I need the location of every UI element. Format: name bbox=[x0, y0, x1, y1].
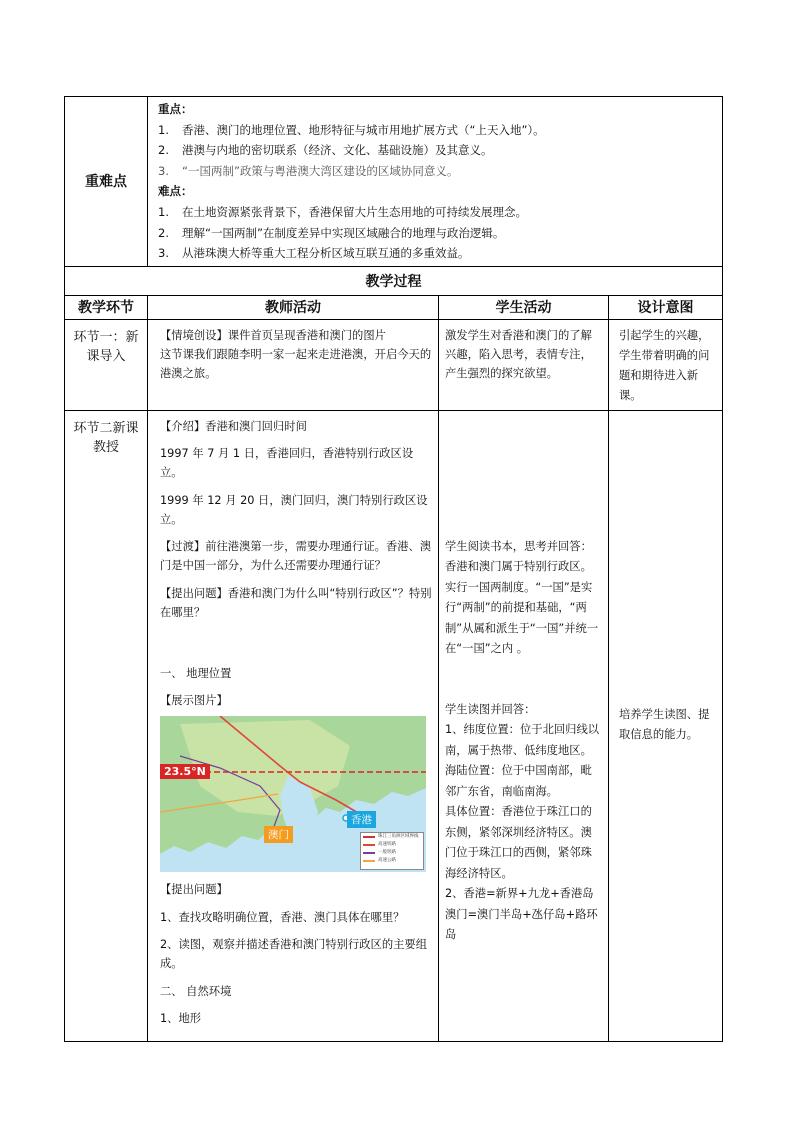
key-point-item: 3. “一国两制”政策与粤港澳大湾区建设的区域协同意义。 bbox=[158, 163, 459, 178]
teacher-text: 1997 年 7 月 1 日，香港回归，香港特别行政区设立。 bbox=[160, 447, 414, 480]
student-text: 学生读图并回答： bbox=[445, 702, 536, 716]
teacher-text: 【展示图片】 bbox=[160, 694, 228, 708]
teacher-text: 1999 年 12 月 20 日，澳门回归，澳门特别行政区设立。 bbox=[160, 493, 428, 526]
student-text: 香港和澳门属于特别行政区。 bbox=[445, 560, 592, 574]
student-text: 1、纬度位置：位于北回归线以南，属于热带、低纬度地区。 bbox=[445, 723, 600, 757]
teacher-text: 【介绍】香港和澳门回归时间 bbox=[160, 419, 307, 433]
column-header-intent: 设计意图 bbox=[609, 295, 723, 319]
teacher-text: 【过渡】前往港澳第一步，需要办理通行证。香港、澳门是中国一部分，为什么还需要办理通行证？ bbox=[160, 540, 432, 573]
key-point-item: 1. 香港、澳门的地理位置、地形特征与城市用地扩展方式（“上天入地”）。 bbox=[158, 122, 545, 137]
keypoints-label: 重难点 bbox=[65, 97, 148, 267]
keypoints-content bbox=[148, 97, 723, 267]
legend-swatch bbox=[363, 860, 375, 862]
teacher-text: 【情境创设】课件首页呈现香港和澳门的图片 bbox=[160, 328, 386, 342]
process-title: 教学过程 bbox=[65, 266, 723, 295]
stage-new-lesson: 环节二新课教授 bbox=[65, 410, 148, 1041]
student-activity-intro: 激发学生对香港和澳门的了解兴趣，陷入思考，表情专注，产生强烈的探究欲望。 bbox=[439, 319, 609, 410]
student-text: 具体位置：香港位于珠江口的东侧，紧邻深圳经济特区。澳门位于珠江口的西侧，紧邻珠海经济特区。 bbox=[445, 805, 592, 880]
student-activity-new-lesson bbox=[439, 410, 609, 1041]
column-header-stage: 教学环节 bbox=[65, 295, 148, 319]
difficult-point-item: 2. 理解“一国两制”在制度差异中实现区域融合的地理与政治逻辑。 bbox=[158, 225, 505, 240]
legend-item: 高速铁路 bbox=[363, 841, 423, 849]
difficult-points-heading: 难点： bbox=[158, 184, 193, 199]
tropic-label: 23.5°N bbox=[160, 764, 210, 779]
design-intent-new-lesson bbox=[609, 410, 723, 1041]
teacher-text: 2、读图，观察并描述香港和澳门特别行政区的主要组成。 bbox=[160, 938, 428, 971]
key-points-heading: 重点： bbox=[158, 102, 193, 116]
difficult-point-item: 3. 从港珠澳大桥等重大工程分析区域互联互通的多重效益。 bbox=[158, 246, 470, 261]
student-text: 2、香港=新界+九龙+香港岛 bbox=[445, 887, 594, 901]
student-text: 澳门=澳门半岛+氹仔岛+路环岛 bbox=[445, 907, 598, 942]
teacher-text: 【提出问题】香港和澳门为什么叫“特别行政区”？特别在哪里？ bbox=[160, 586, 432, 619]
legend-item: 珠江三角洲区域界线 bbox=[363, 833, 423, 841]
legend-item: 一般铁路 bbox=[363, 849, 423, 857]
key-point-item: 2. 港澳与内地的密切联系（经济、文化、基础设施）及其意义。 bbox=[158, 143, 493, 158]
column-header-student: 学生活动 bbox=[439, 295, 609, 319]
difficult-point-item: 1. 在土地资源紧张背景下，香港保留大片生态用地的可持续发展理念。 bbox=[158, 204, 527, 219]
section-heading: 二、 自然环境 bbox=[160, 984, 232, 998]
legend-swatch bbox=[363, 852, 375, 854]
stage-intro: 环节一：新课导入 bbox=[65, 319, 148, 410]
teacher-activity-intro bbox=[148, 319, 439, 410]
hk-macao-location-map bbox=[160, 716, 426, 872]
hong-kong-label: 香港 bbox=[347, 811, 376, 828]
teacher-text: 1、地形 bbox=[160, 1012, 202, 1026]
section-heading: 一、 地理位置 bbox=[160, 666, 232, 680]
legend-item: 高速公路 bbox=[363, 857, 423, 865]
intent-text: 培养学生读图、提取信息的能力。 bbox=[619, 707, 710, 742]
column-header-teacher: 教师活动 bbox=[148, 295, 439, 319]
student-text: 学生阅读书本，思考并回答： bbox=[445, 539, 592, 553]
teacher-text: 1、查找攻略明确位置，香港、澳门具体在哪里？ bbox=[160, 910, 405, 924]
legend-swatch bbox=[363, 844, 375, 846]
design-intent-intro: 引起学生的兴趣，学生带着明确的问题和期待进入新课。 bbox=[609, 319, 723, 410]
teacher-activity-new-lesson bbox=[148, 410, 439, 1041]
student-text: 海陆位置：位于中国南部，毗邻广东省，南临南海。 bbox=[445, 764, 592, 798]
teacher-text: 【提出问题】 bbox=[160, 883, 228, 897]
lesson-plan-table bbox=[64, 96, 723, 1042]
macao-label: 澳门 bbox=[264, 826, 293, 843]
student-text: 实行一国两制度。“一国”是实行“两制”的前提和基础，“两制”从属和派生于“一国”并统一在“一国”之内 。 bbox=[445, 580, 599, 656]
map-legend bbox=[360, 832, 424, 870]
legend-swatch bbox=[363, 836, 375, 838]
teacher-text: 这节课我们跟随李明一家一起来走进港澳，开启今天的港澳之旅。 bbox=[160, 347, 432, 380]
